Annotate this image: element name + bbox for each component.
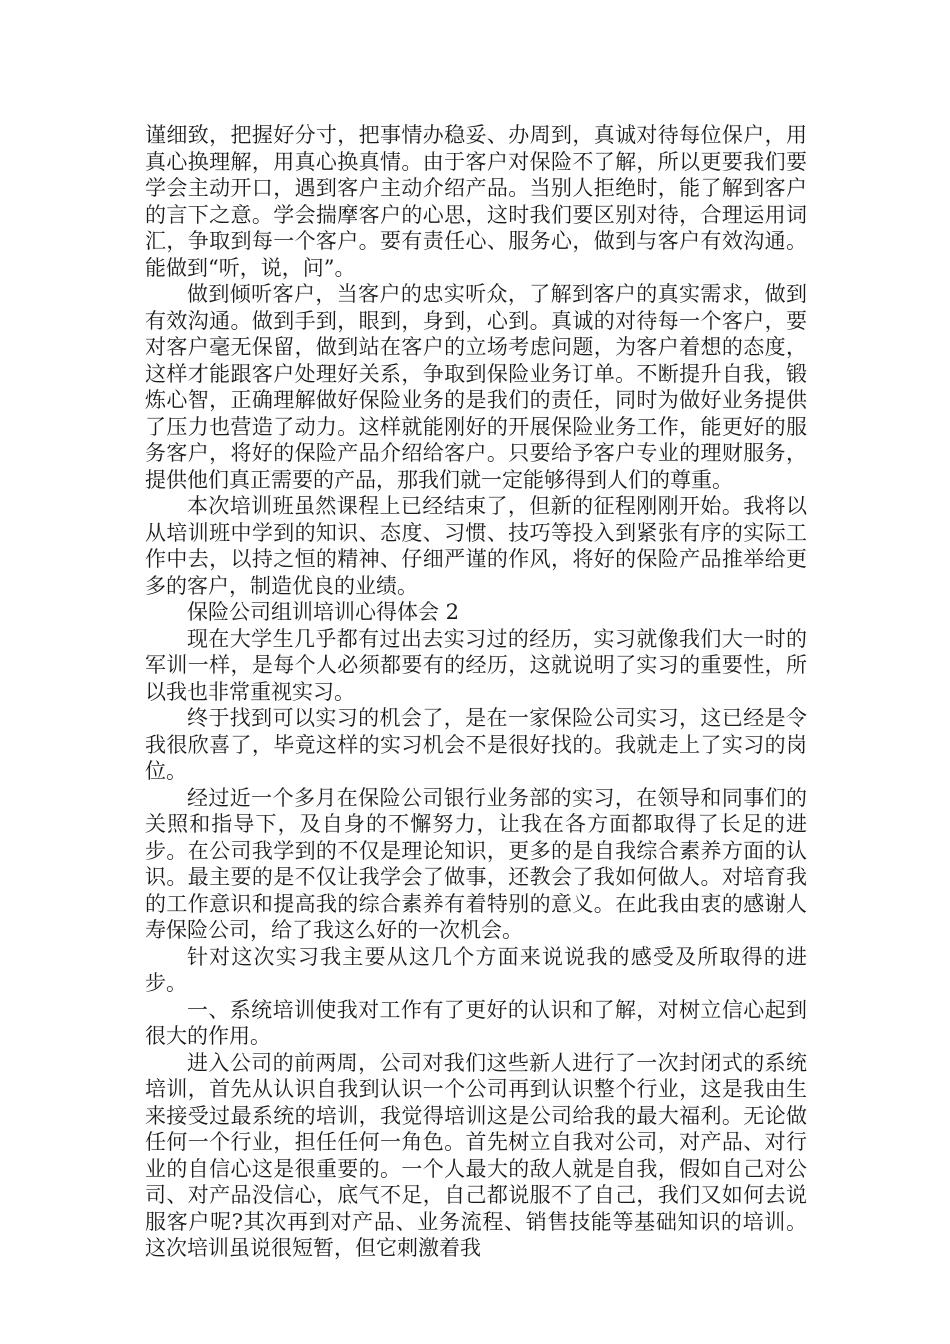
paragraph: 本次培训班虽然课程上已经结束了，但新的征程刚刚开始。我将以从培训班中学到的知识、态度、习惯、技巧等投入到紧张有序的实际工作中去，以持之恒的精神、仔细严谨的作风，将好的保险产品推举给更多的客户，制造优良的业绩。 xyxy=(145,494,807,598)
paragraph: 谨细致，把握好分寸，把事情办稳妥、办周到，真诚对待每位保户，用真心换理解，用真心换真情。由于客户对保险不了解，所以更要我们要学会主动开口，遇到客户主动介绍产品。当别人拒绝时，能了解到客户的言下之意。学会揣摩客户的心思，这时我们要区别对待，合理运用词汇，争取到每一个客户。要有责任心、服务心，做到与客户有效沟通。能做到“听，说，问”。 xyxy=(145,123,807,280)
paragraph: 做到倾听客户，当客户的忠实听众，了解到客户的真实需求，做到有效沟通。做到手到，眼到，身到，心到。真诚的对待每一个客户，要对客户毫无保留，做到站在客户的立场考虑问题，为客户着想的态度，这样才能跟客户处理好关系，争取到保险业务订单。不断提升自我，锻炼心智，正确理解做好保险业务的是我们的责任，同时为做好业务提供了压力也营造了动力。这样就能刚好的开展保险业务工作，能更好的服务客户，将好的保险产品介绍给客户。只要给予客户专业的理财服务，提供他们真正需要的产品，那我们就一定能够得到人们的尊重。 xyxy=(145,282,807,492)
document-body xyxy=(145,122,807,1262)
paragraph: 针对这次实习我主要从这几个方面来说说我的感受及所取得的进步。 xyxy=(145,944,807,995)
paragraph: 终于找到可以实习的机会了，是在一家保险公司实习，这已经是令我很欣喜了，毕竟这样的实习机会不是很好找的。我就走上了实习的岗位。 xyxy=(145,706,807,783)
paragraph: 一、系统培训使我对工作有了更好的认识和了解，对树立信心起到很大的作用。 xyxy=(145,997,807,1048)
paragraph: 进入公司的前两周，公司对我们这些新人进行了一次封闭式的系统培训，首先从认识自我到认识一个公司再到认识整个行业，这是我由生来接受过最系统的培训，我觉得培训这是公司给我的最大福利。无论做任何一个行业，担任任何一角色。首先树立自我对公司，对产品、对行业的自信心这是很重要的。一个人最大的敌人就是自我，假如自己对公司、对产品没信心，底气不足，自己都说服不了自己，我们又如何去说服客户呢?其次再到对产品、业务流程、销售技能等基础知识的培训。这次培训虽说很短暂，但它刺激着我 xyxy=(145,1050,807,1260)
section-title: 保险公司组训培训心得体会 2 xyxy=(187,600,460,624)
paragraph: 现在大学生几乎都有过出去实习过的经历，实习就像我们大一时的军训一样，是每个人必须都要有的经历，这就说明了实习的重要性，所以我也非常重视实习。 xyxy=(145,626,807,704)
paragraph: 经过近一个多月在保险公司银行业务部的实习，在领导和同事们的关照和指导下，及自身的不懈努力，让我在各方面都取得了长足的进步。在公司我学到的不仅是理论知识，更多的是自我综合素养方面的认识。最主要的是不仅让我学会了做事，还教会了我如何做人。对培育我的工作意识和提高我的综合素养有着特别的意义。在此我由衷的感谢人寿保险公司，给了我这么好的一次机会。 xyxy=(145,785,807,942)
